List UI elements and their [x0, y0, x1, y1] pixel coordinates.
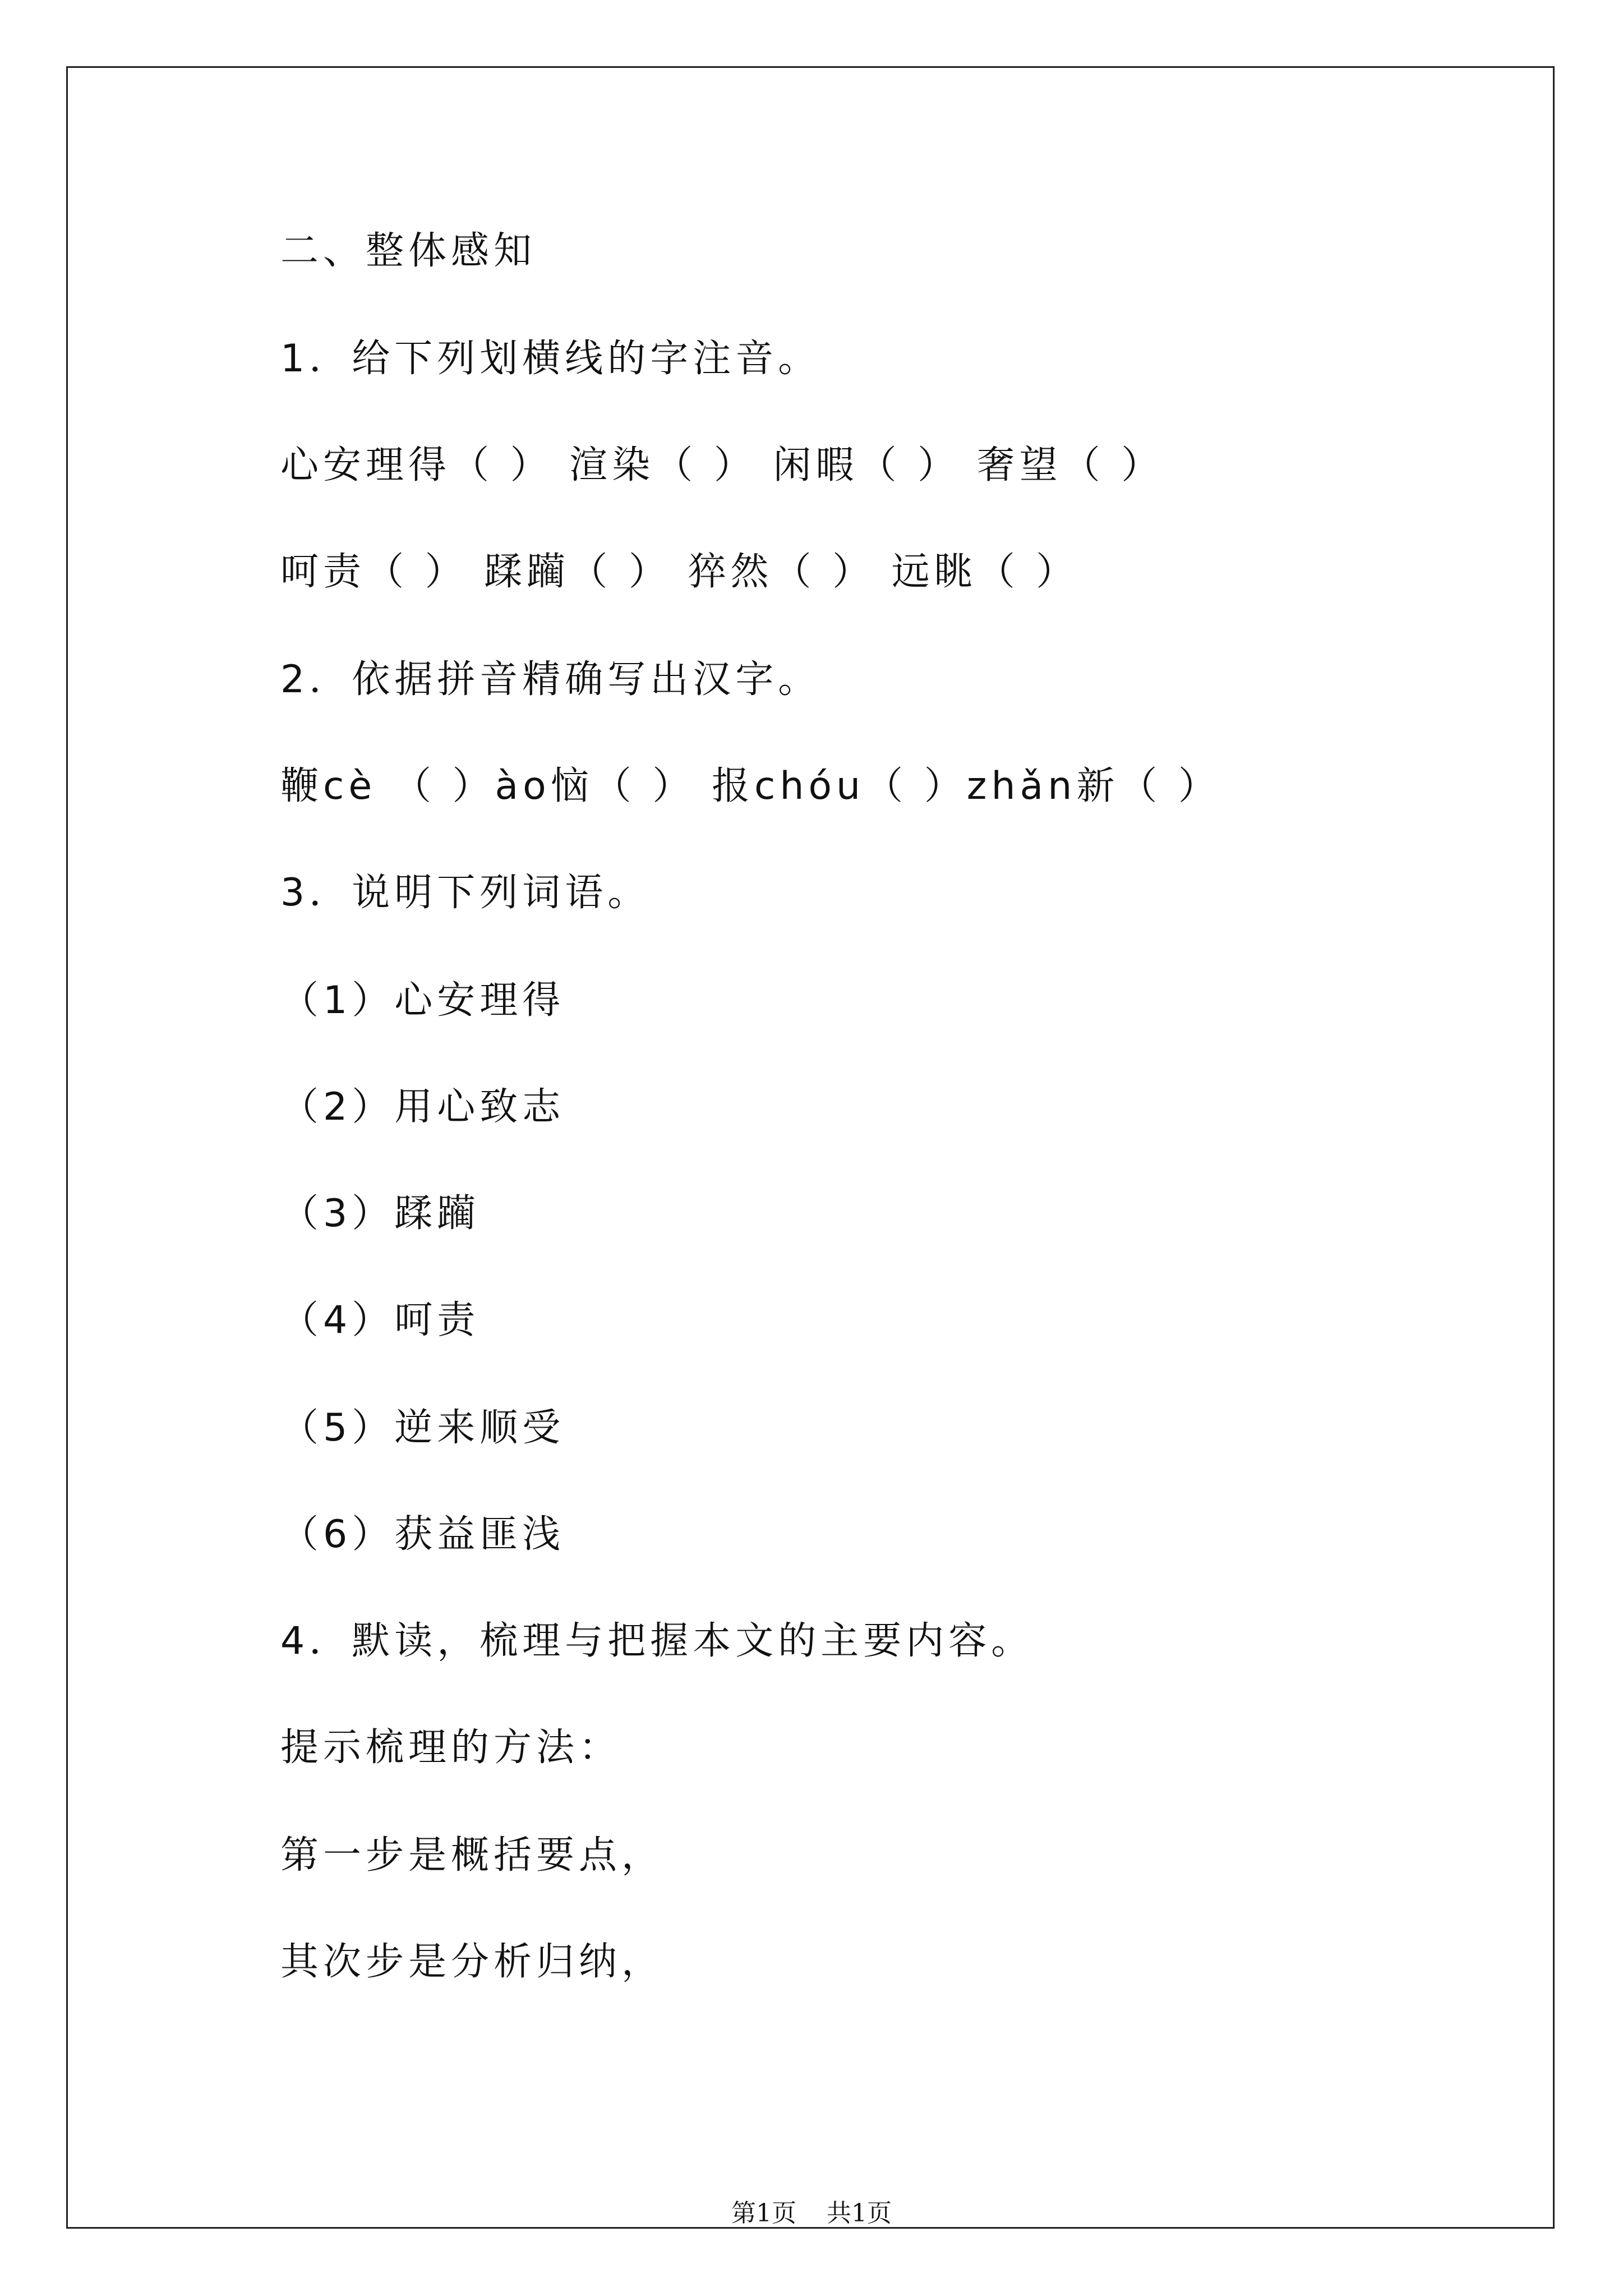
question-3-item-1: （1）心安理得 — [280, 978, 565, 1023]
question-4: 4．默读，梳理与把握本文的主要内容。 — [280, 1619, 1034, 1663]
method-step-2: 其次步是分析归纳， — [280, 1940, 665, 1984]
question-3-item-2: （2）用心致志 — [280, 1085, 565, 1129]
question-3-item-5: （5）逆来顺受 — [280, 1406, 565, 1450]
method-step-1: 第一步是概括要点， — [280, 1833, 665, 1878]
page-total: 共1页 — [827, 2199, 892, 2228]
page-footer — [0, 2198, 1623, 2229]
page-number: 第1页 — [731, 2199, 796, 2228]
question-1-row-1: 心安理得（ ） 渲染（ ） 闲暇（ ） 奢望（ ） — [280, 443, 1164, 487]
question-3-item-4: （4）呵责 — [280, 1298, 480, 1342]
question-3: 3．说明下列词语。 — [280, 871, 651, 915]
question-3-item-6: （6）获益匪浅 — [280, 1512, 565, 1557]
method-hint: 提示梳理的方法： — [280, 1726, 622, 1770]
question-1: 1．给下列划横线的字注音。 — [280, 337, 821, 381]
section-heading: 二、整体感知 — [280, 229, 537, 273]
question-2: 2．依据拼音精确写出汉字。 — [280, 657, 821, 702]
question-3-item-3: （3）蹂躏 — [280, 1191, 480, 1236]
page-border — [66, 66, 1555, 2229]
question-1-row-2: 呵责（ ） 蹂躏（ ） 猝然（ ） 远眺（ ） — [280, 550, 1079, 594]
question-2-row: 鞭cè （ ）ào恼（ ） 报chóu（ ）zhǎn新（ ） — [280, 764, 1221, 808]
